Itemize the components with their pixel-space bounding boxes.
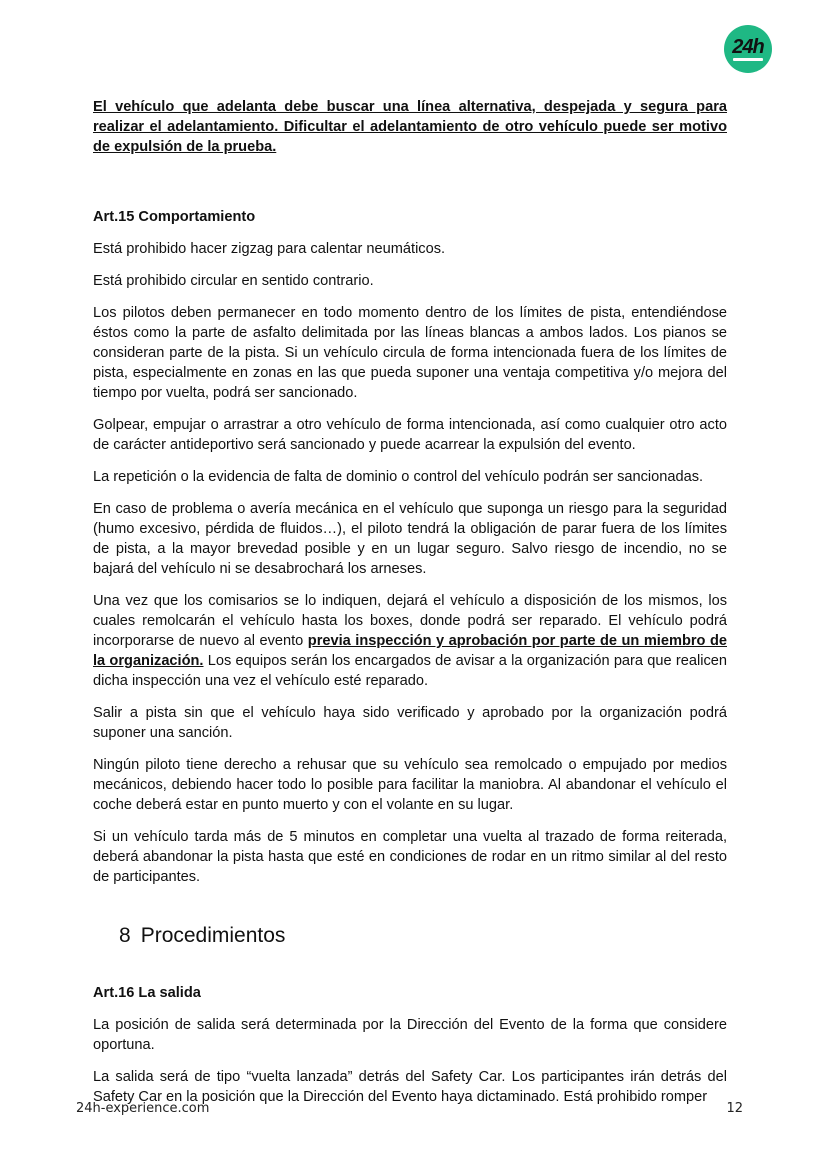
article-15-paragraph-10: Si un vehículo tarda más de 5 minutos en completar una vuelta al trazado de forma reiterada, deberá abandonar la pista hasta que esté en condiciones de rodar en un ritmo similar al del resto de participantes.	[93, 829, 727, 885]
article-15-paragraph-3: Los pilotos deben permanecer en todo momento dentro de los límites de pista, entendiéndose éstos como la parte de asfalto delimitada por las líneas blancas a ambos lados. Los pianos se consideran parte de la pista. Si un vehículo circula de forma intencionada fuera de los límites de pista, especialmente en zonas en las que pueda suponer una ventaja competitiva y/o mejora del tiempo por vuelta, podrá ser sancionado.	[93, 305, 727, 401]
article-15-paragraph-1: Está prohibido hacer zigzag para calentar neumáticos.	[93, 241, 446, 257]
p7-emphasis: previa inspección y aprobación por parte de un miembro de la organización.	[93, 633, 727, 669]
intro-paragraph: El vehículo que adelanta debe buscar una línea alternativa, despejada y segura para realizar el adelantamiento. Dificultar el adelantamiento de otro vehículo puede ser motivo de expulsión de la prueba.	[93, 99, 727, 155]
article-15-heading: Art.15 Comportamiento	[93, 209, 256, 225]
section-8-heading	[119, 923, 727, 949]
article-15-paragraph-8: Salir a pista sin que el vehículo haya sido verificado y aprobado por la organización podrá suponer una sanción.	[93, 705, 727, 741]
page-content	[93, 97, 727, 1119]
article-16-paragraph-2: La salida será de tipo “vuelta lanzada” detrás del Safety Car. Los participantes irán detrás del Safety Car en la posición que la Dirección del Evento haya dictaminado. Está prohibido romper	[93, 1069, 727, 1105]
p7-text-a: Una vez que los comisarios se lo indiquen, dejará el vehículo a disposición de los mismos, los cuales remolcarán el vehículo hasta los boxes, donde podrá ser reparado. El vehículo podrá incorporarse de nuevo al evento	[93, 593, 727, 649]
brand-logo	[724, 25, 772, 73]
article-15-paragraph-2: Está prohibido circular en sentido contrario.	[93, 273, 374, 289]
page-number: 12	[726, 1101, 743, 1116]
spacer	[93, 169, 727, 207]
article-15-paragraph-6: En caso de problema o avería mecánica en el vehículo que suponga un riesgo para la seguridad (humo excesivo, pérdida de fluidos…), el piloto tendrá la obligación de parar fuera de los límites de pista, a la mayor brevedad posible y en un lugar seguro. Salvo riesgo de incendio, no se bajará del vehículo ni se desabrochará los arneses.	[93, 501, 727, 577]
article-16-paragraph-1: La posición de salida será determinada por la Dirección del Evento de la forma que considere oportuna.	[93, 1017, 727, 1053]
footer-site: 24h-experience.com	[76, 1101, 210, 1116]
24h-experience-logo-icon: 24h	[732, 35, 764, 58]
section-number: 8	[119, 924, 131, 947]
article-15-paragraph-7	[93, 591, 727, 691]
p7-text-c: Los equipos serán los encargados de avisar a la organización para que realicen dicha inspección una vez el vehículo esté reparado.	[93, 653, 727, 689]
logo-stripe	[733, 58, 763, 61]
article-15-paragraph-5: La repetición o la evidencia de falta de dominio o control del vehículo podrán ser sancionadas.	[93, 469, 704, 485]
article-16-heading: Art.16 La salida	[93, 985, 201, 1001]
page-footer	[76, 1101, 743, 1116]
article-15-paragraph-9: Ningún piloto tiene derecho a rehusar que su vehículo sea remolcado o empujado por medios mecánicos, debiendo hacer todo lo posible para facilitar la maniobra. Al abandonar el vehículo el coche deberá estar en punto muerto y con el volante en su lugar.	[93, 757, 727, 813]
section-title: Procedimientos	[140, 924, 286, 947]
article-15-paragraph-4: Golpear, empujar o arrastrar a otro vehículo de forma intencionada, así como cualquier otro acto de carácter antideportivo será sancionado y puede acarrear la expulsión del evento.	[93, 417, 727, 453]
